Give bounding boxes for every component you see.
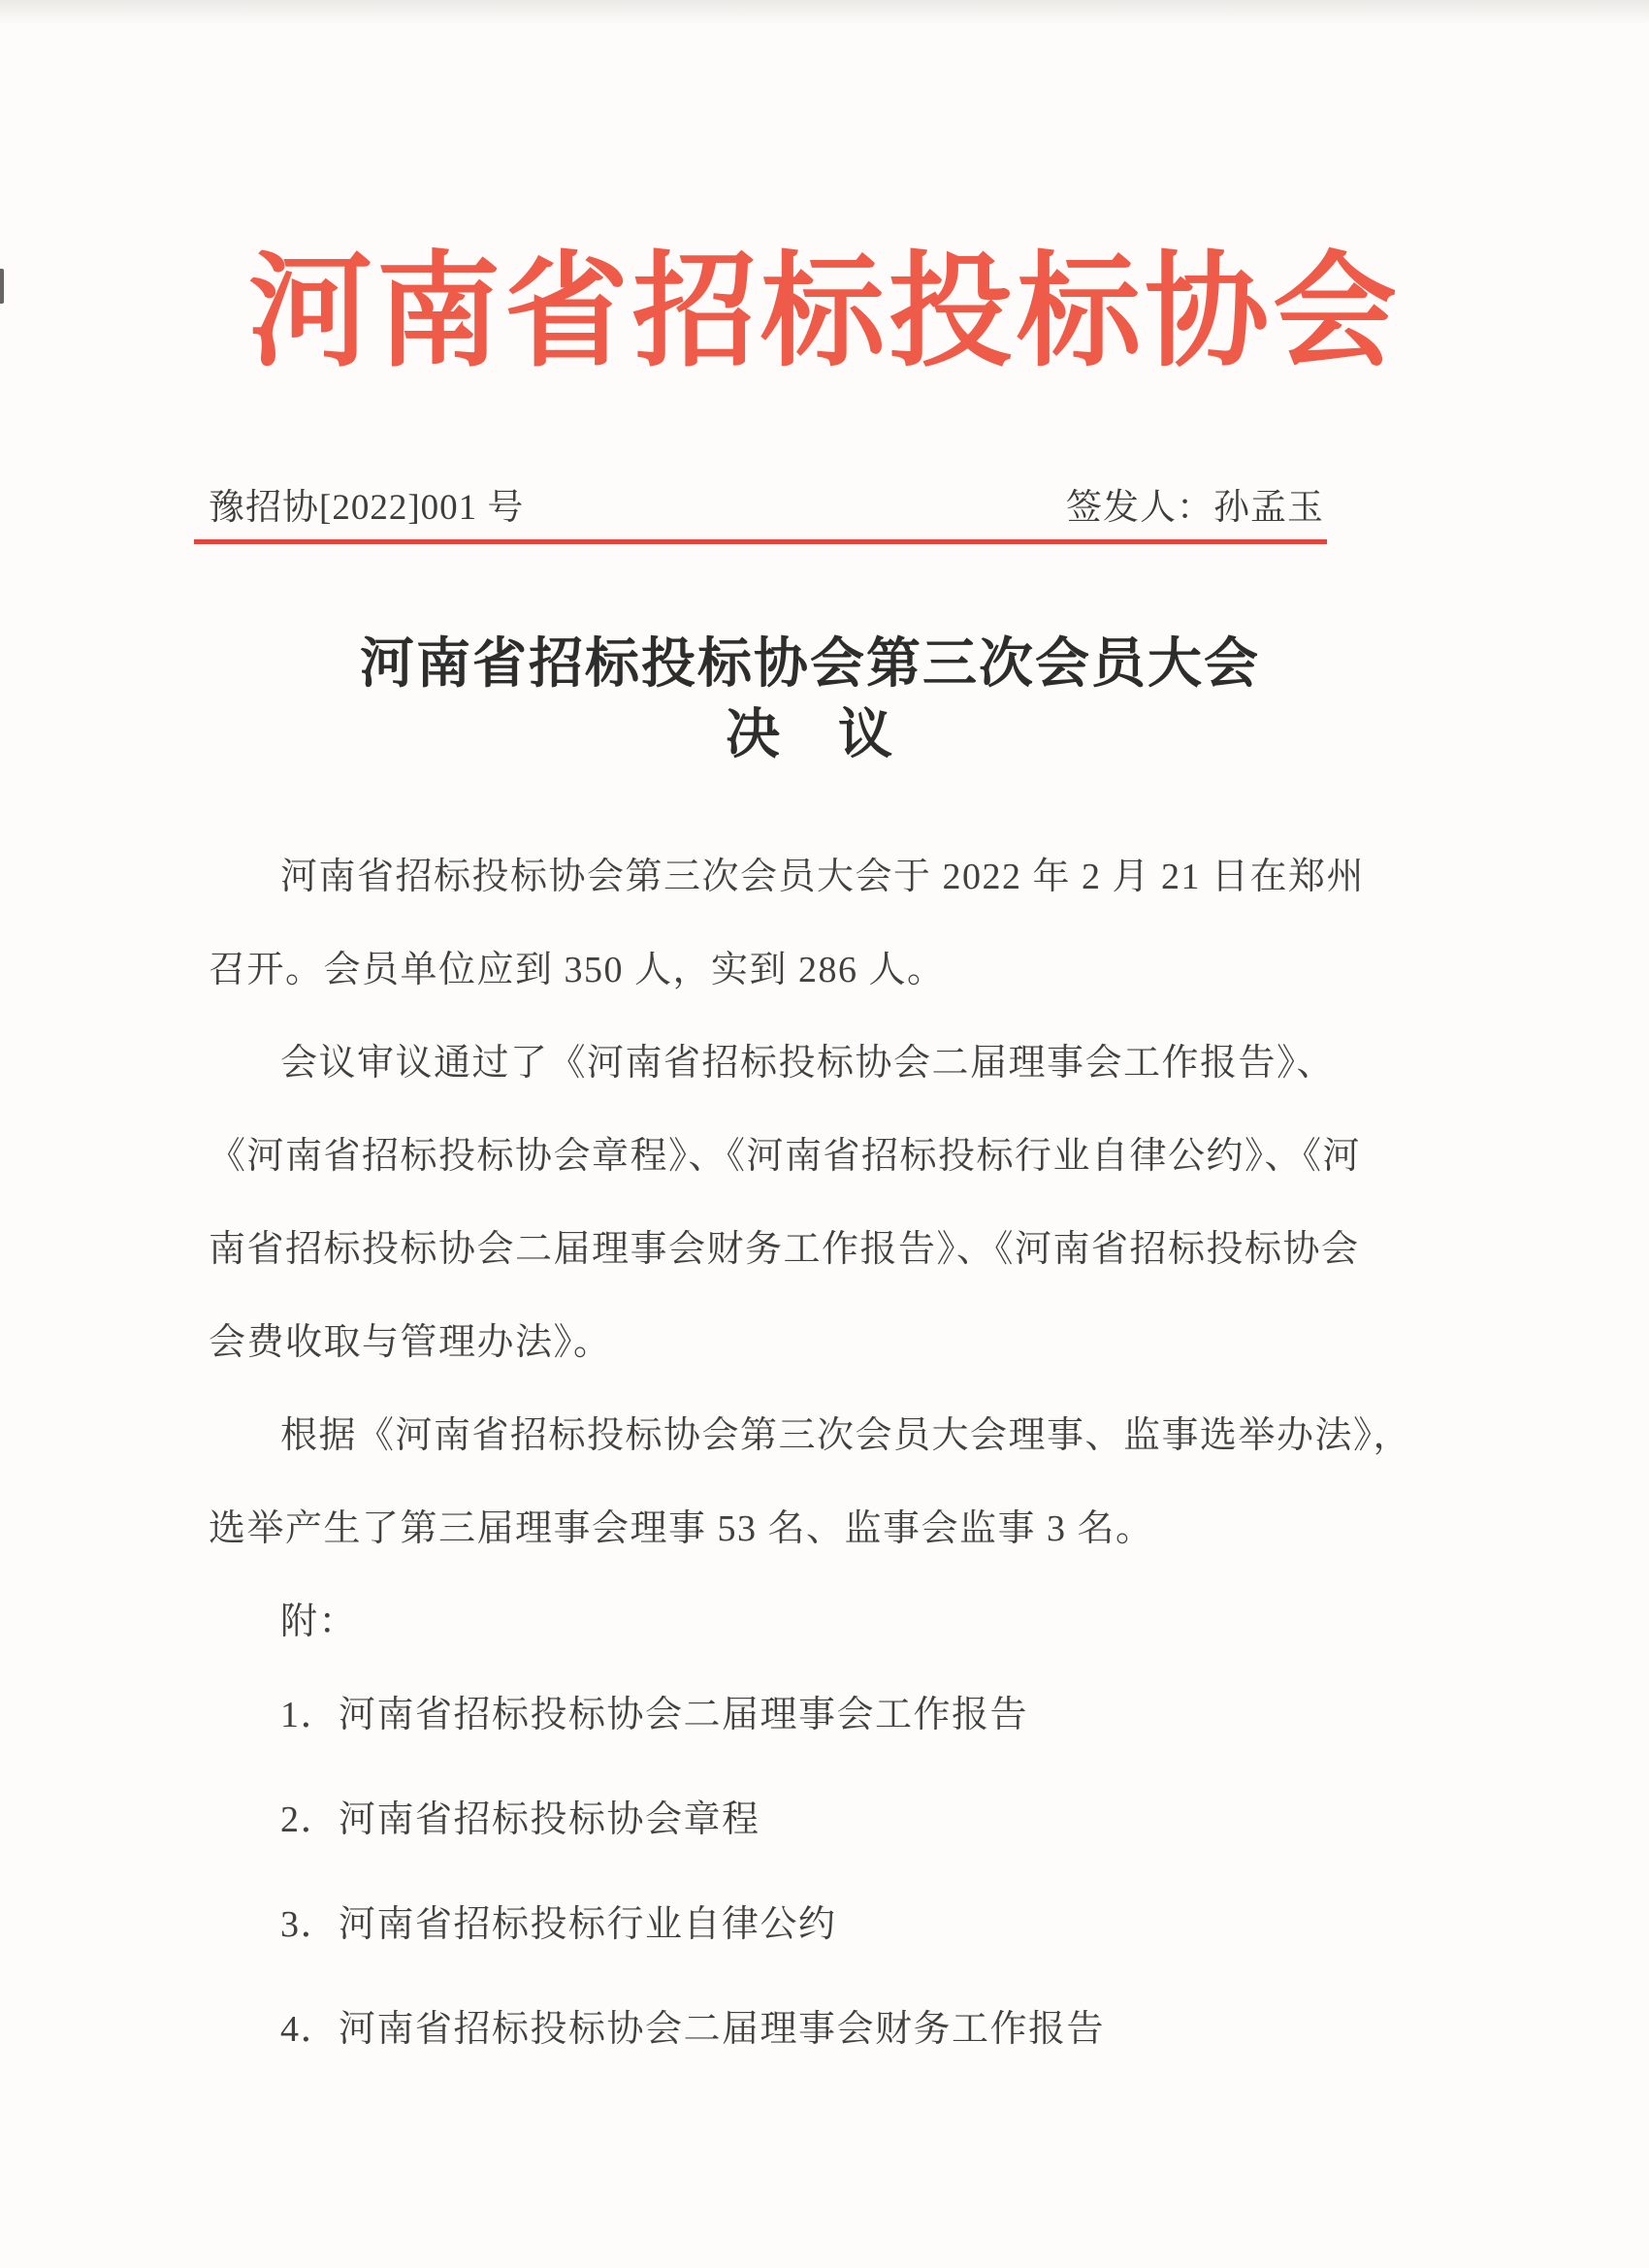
paragraph-1-line-1: 河南省招标投标协会第三次会员大会于 2022 年 2 月 21 日在郑州 (280, 857, 1366, 897)
document-title (0, 632, 1620, 768)
attachment-item-3: 3．河南省招标投标行业自律公约 (280, 1904, 837, 1945)
document-number: 豫招协[2022]001 号 (209, 488, 525, 528)
attachment-item-4: 4．河南省招标投标协会二届理事会财务工作报告 (280, 2009, 1106, 2050)
association-masthead: 河南省招标投标协会 (247, 243, 1401, 381)
paragraph-2-line-1: 会议审议通过了《河南省招标投标协会二届理事会工作报告》、 (280, 1043, 1336, 1084)
document-header-row (209, 477, 1324, 530)
signer-name: 签发人：孙孟玉 (1066, 488, 1324, 528)
attachment-item-1: 1．河南省招标投标协会二届理事会工作报告 (280, 1695, 1029, 1735)
paragraph-3-line-1: 根据《河南省招标投标协会第三次会员大会理事、监事选举办法》， (280, 1415, 1412, 1456)
paragraph-2-line-3: 南省招标投标协会二届理事会财务工作报告》、《河南省招标投标协会 (209, 1229, 1360, 1270)
paragraph-2-line-2: 《河南省招标投标协会章程》、《河南省招标投标行业自律公约》、《河 (209, 1136, 1362, 1177)
title-line-1: 河南省招标投标协会第三次会员大会 (360, 634, 1260, 695)
title-line-2: 决 议 (726, 705, 894, 766)
paragraph-1-line-2: 召开。会员单位应到 350 人，实到 286 人。 (209, 950, 946, 990)
scan-edge-shading (0, 0, 1649, 25)
paragraph-3-line-2: 选举产生了第三届理事会理事 53 名、监事会监事 3 名。 (209, 1508, 1154, 1549)
paragraph-2-line-4: 会费收取与管理办法》。 (209, 1322, 612, 1363)
attachment-item-2: 2．河南省招标投标协会章程 (280, 1799, 760, 1840)
attachment-label: 附： (280, 1602, 358, 1642)
document-body (209, 830, 1513, 2076)
red-divider-line (194, 539, 1327, 544)
